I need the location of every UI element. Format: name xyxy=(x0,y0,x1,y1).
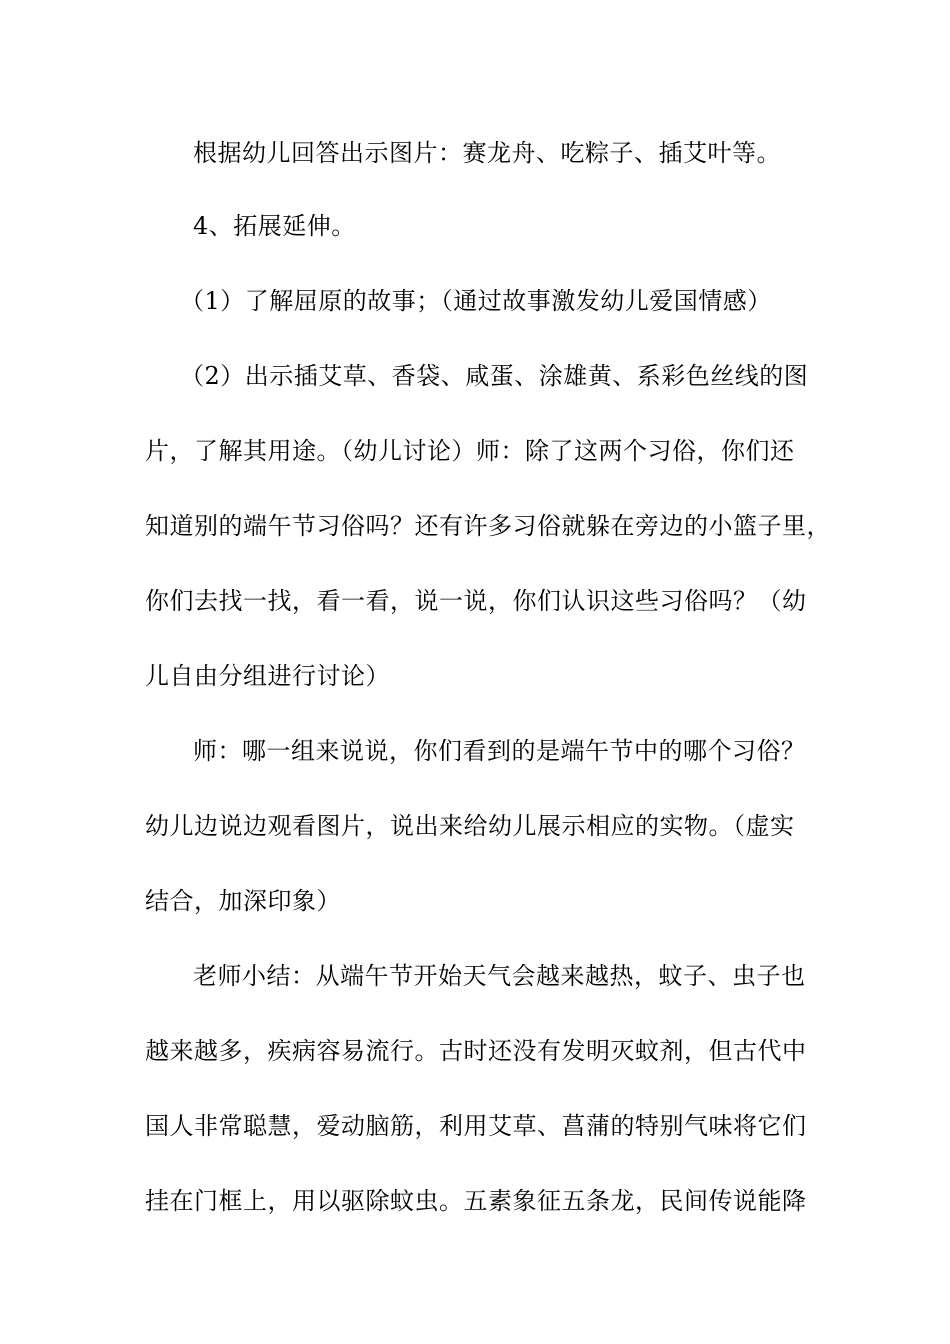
paragraph-line: 幼儿边说边观看图片，说出来给幼儿展示相应的实物。（虚实 xyxy=(145,812,795,840)
paragraph-line: 国人非常聪慧，爱动脑筋，利用艾草、菖蒲的特别气味将它们 xyxy=(145,1112,807,1140)
paragraph-line: 越来越多，疾病容易流行。古时还没有发明灭蚊剂，但古代中 xyxy=(145,1037,807,1065)
paragraph-line: 知道别的端午节习俗吗？还有许多习俗就躲在旁边的小篮子里， xyxy=(145,512,831,540)
paragraph-line: 儿自由分组进行讨论） xyxy=(145,662,390,690)
section-heading: 4、拓展延伸。 xyxy=(193,212,356,240)
paragraph-line: 师：哪一组来说说，你们看到的是端午节中的哪个习俗？ xyxy=(193,737,806,765)
paragraph-line: 老师小结：从端午节开始天气会越来越热，蚊子、虫子也 xyxy=(193,962,806,990)
list-item: （2）出示插艾草、香袋、咸蛋、涂雄黄、系彩色丝线的图 xyxy=(180,362,809,390)
list-item: （1）了解屈原的故事；（通过故事激发幼儿爱国情感） xyxy=(180,287,772,315)
paragraph-line: 片，了解其用途。（幼儿讨论）师：除了这两个习俗，你们还 xyxy=(145,437,795,465)
paragraph-line: 根据幼儿回答出示图片：赛龙舟、吃粽子、插艾叶等。 xyxy=(193,139,781,167)
paragraph-line: 挂在门框上，用以驱除蚊虫。五素象征五条龙，民间传说能降 xyxy=(145,1187,807,1215)
paragraph-line: 你们去找一找，看一看，说一说，你们认识这些习俗吗？（幼 xyxy=(145,587,807,615)
paragraph-line: 结合，加深印象） xyxy=(145,887,341,915)
